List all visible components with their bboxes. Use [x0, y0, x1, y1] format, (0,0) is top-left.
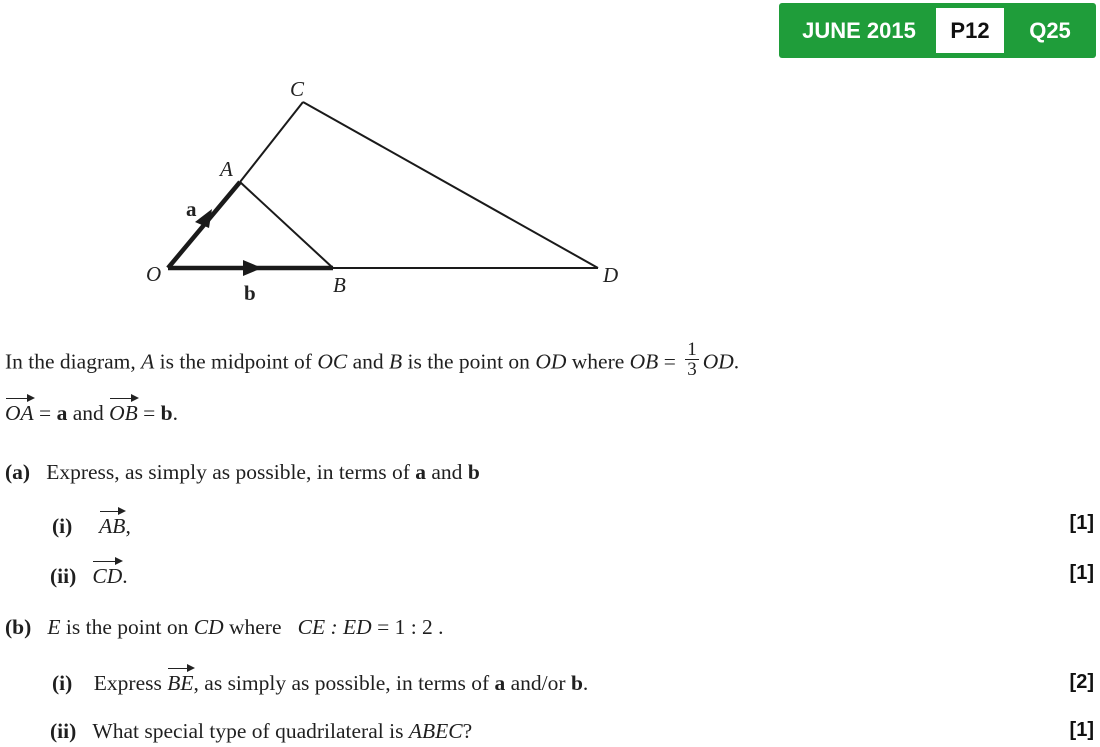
label-point-d: D: [603, 263, 619, 287]
part-b-ii-label: (ii): [50, 719, 77, 743]
vector-be: BE: [167, 671, 194, 695]
label-point-a: A: [220, 157, 233, 181]
intro-statement: In the diagram, A is the midpoint of OC and B is the point on OD where OB = $\frac{1}{3}$ OD.: [5, 339, 740, 380]
part-b-ii-marks: [1]: [1069, 719, 1094, 741]
part-a-i: (i) AB,: [52, 514, 131, 538]
part-a-label: (a): [5, 460, 31, 484]
part-b-ii: (ii) What special type of quadrilateral is ABEC?: [50, 719, 473, 743]
vector-diagram: [0, 60, 700, 310]
question-number: Q25: [1029, 18, 1071, 43]
label-point-c: C: [290, 77, 305, 101]
part-a-prompt: (a) Express, as simply as possible, in terms of a and b: [5, 460, 480, 484]
line-c-d: [303, 102, 598, 268]
line-a-b: [240, 182, 333, 268]
vector-definitions: OA = a and OB = b.: [5, 401, 179, 425]
part-a-i-label: (i): [52, 514, 73, 538]
vector-oa: OA: [5, 401, 34, 425]
part-b-i-marks: [2]: [1069, 671, 1094, 693]
vector-ob: OB: [109, 401, 138, 425]
part-a-i-marks: [1]: [1069, 512, 1094, 534]
vector-cd: CD: [92, 564, 123, 588]
part-b-prompt: (b) E is the point on CD where CE : ED = 1 : 2 .: [5, 615, 444, 639]
part-a-ii-marks: [1]: [1069, 562, 1094, 584]
exam-session: JUNE 2015: [802, 18, 916, 43]
paper-number: P12: [936, 8, 1004, 53]
part-b-i-label: (i): [52, 671, 73, 695]
exam-reference-badge: [779, 3, 1096, 58]
vector-ab: AB: [99, 514, 126, 538]
label-point-b: B: [333, 273, 346, 297]
label-vector-a: a: [186, 197, 197, 221]
label-point-o: O: [146, 262, 162, 286]
line-a-c: [240, 102, 303, 182]
vector-a-arrowhead: [195, 209, 212, 228]
ratio-ce-ed: CE : ED: [297, 615, 372, 639]
part-a-ii: (ii) CD.: [50, 564, 128, 588]
part-b-label: (b): [5, 615, 32, 639]
fraction-one-third: $\frac{1}{3}$: [687, 339, 697, 380]
part-a-ii-label: (ii): [50, 564, 77, 588]
part-b-i: (i) Express BE, as simply as possible, in terms of a and/or b.: [52, 671, 589, 695]
vector-b-arrowhead: [243, 260, 262, 276]
label-vector-b: b: [244, 281, 256, 305]
